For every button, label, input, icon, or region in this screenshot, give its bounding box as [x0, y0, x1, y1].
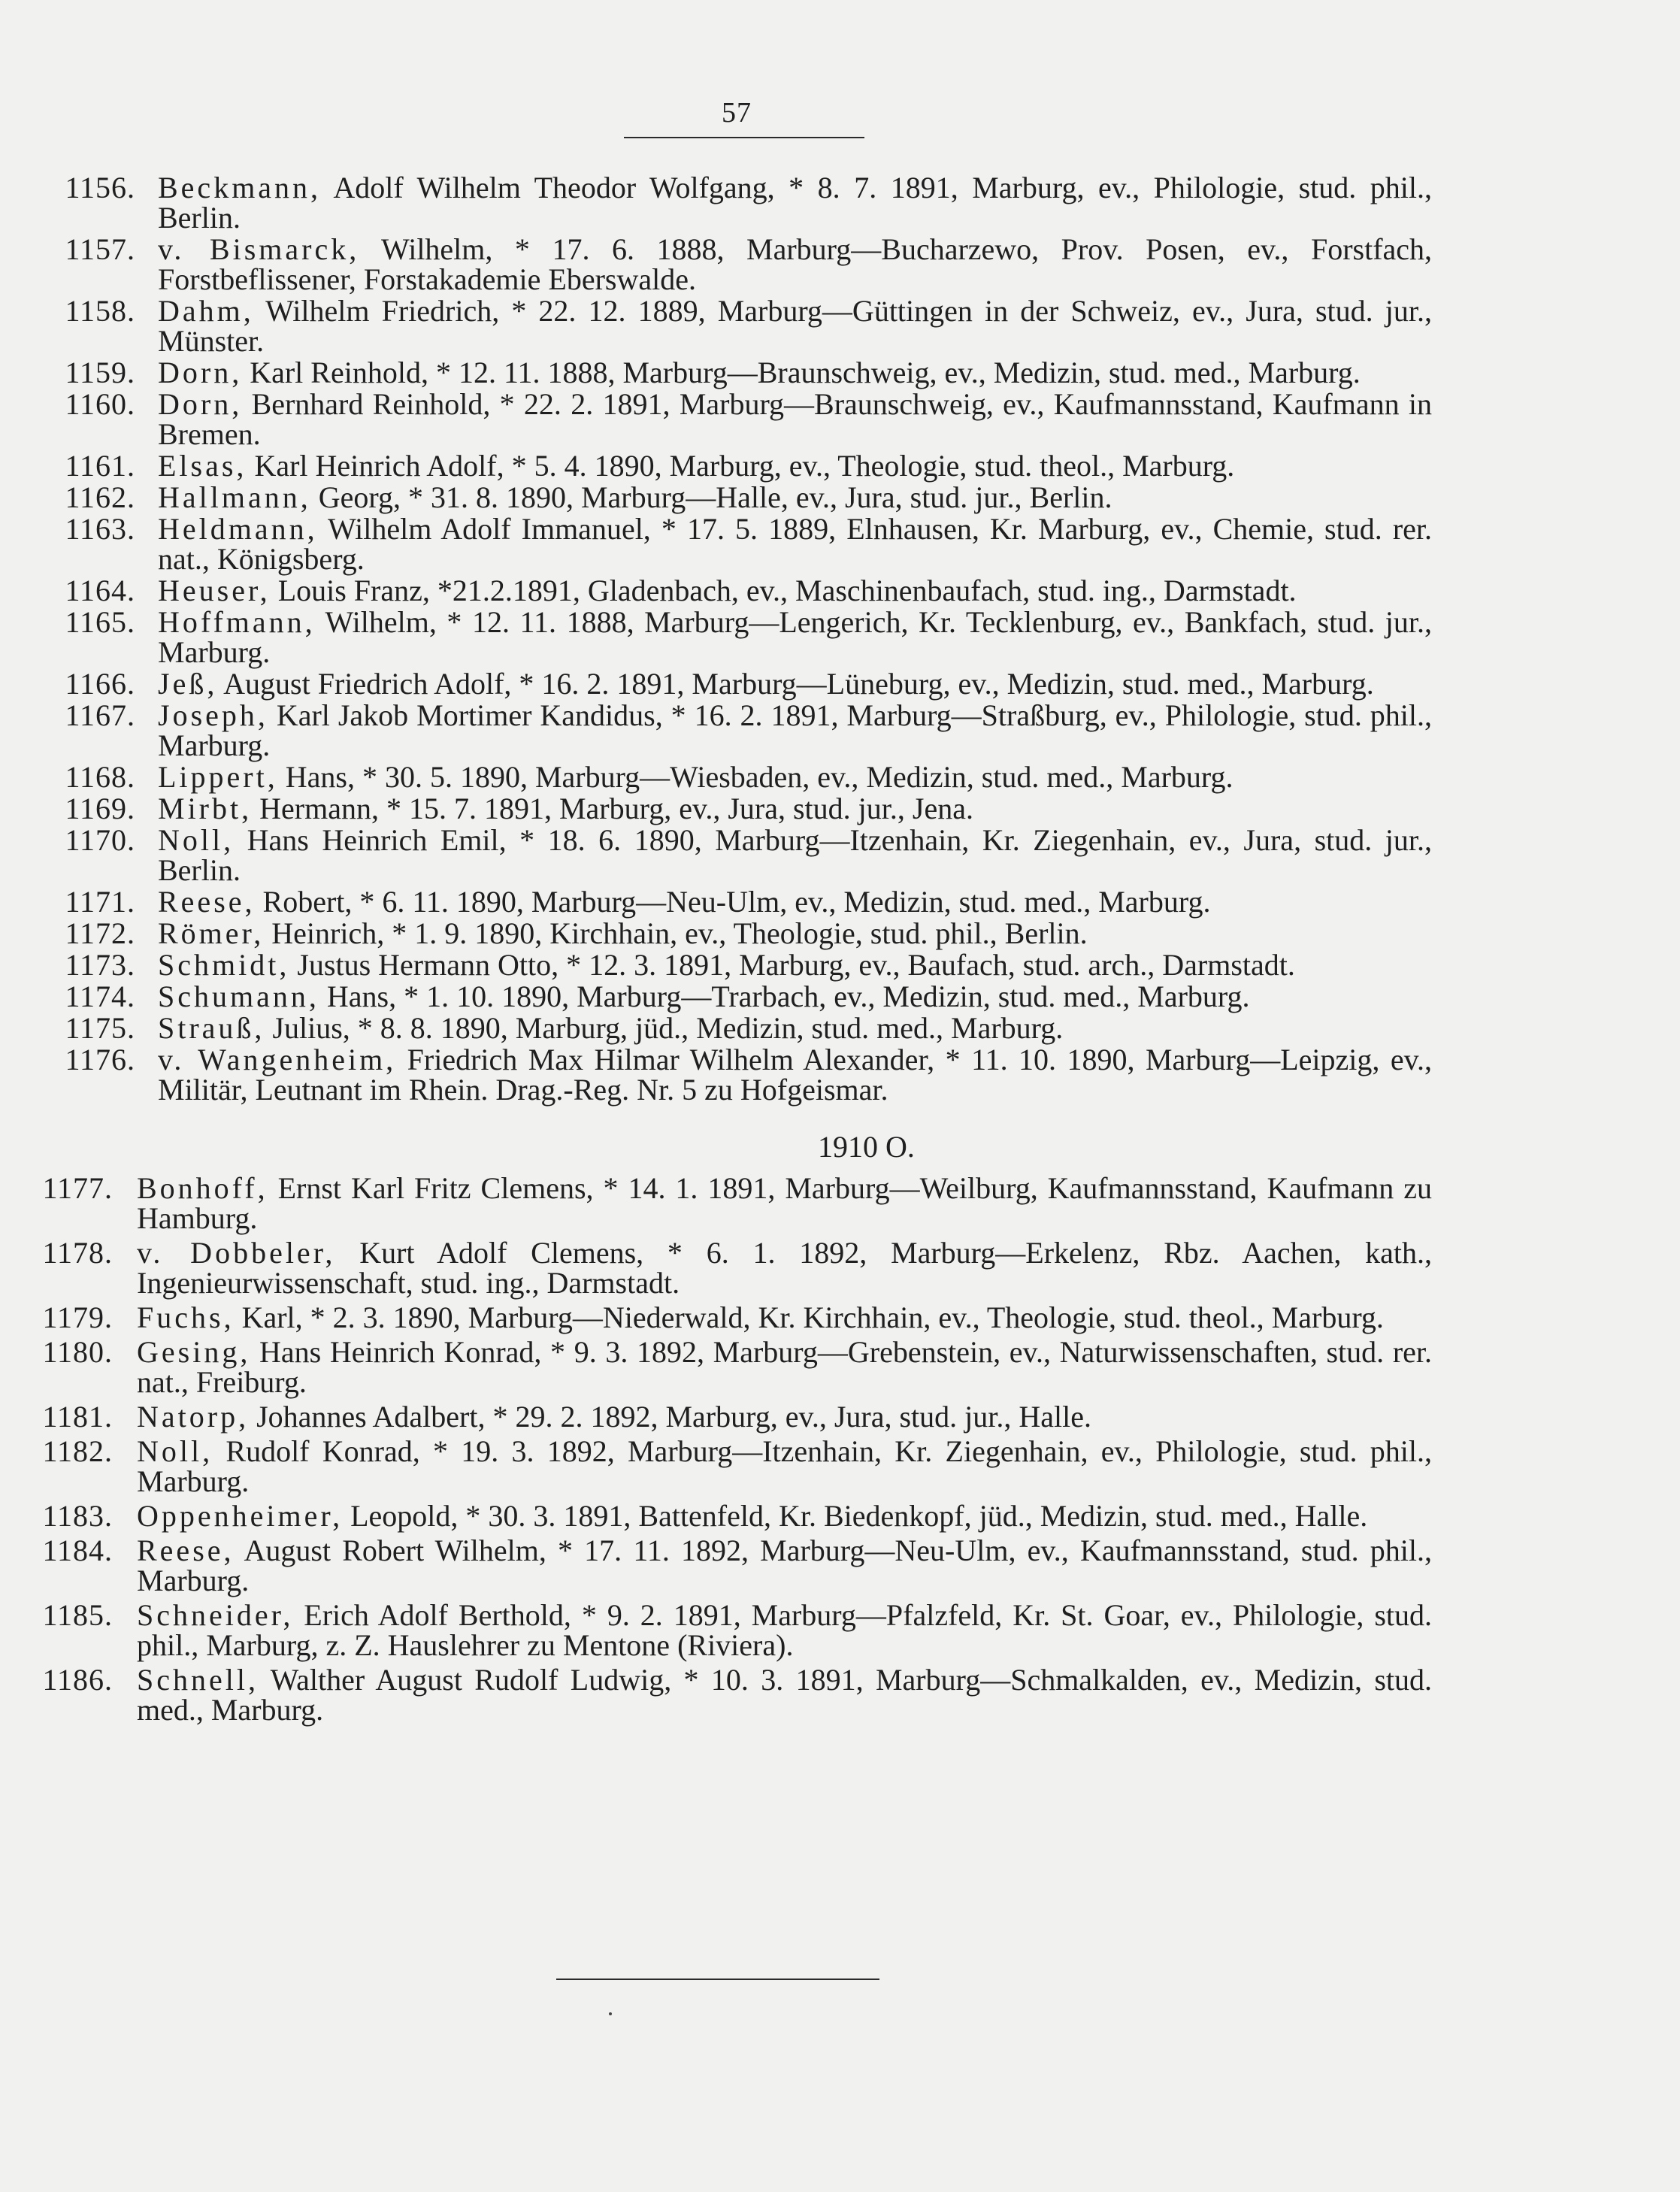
entry-number: 1169.	[65, 792, 135, 825]
entry-surname: Joseph,	[158, 698, 268, 732]
entry-number: 1165.	[65, 605, 135, 639]
entry-details: Ernst Karl Fritz Clemens, * 14. 1. 1891, Marburg—Weilburg, Kaufmannsstand, Kaufmann zu Hamburg.	[137, 1171, 1433, 1235]
register-entry	[0, 232, 1680, 296]
entry-number: 1167.	[65, 698, 135, 732]
entry-text	[158, 698, 1432, 762]
entry-surname: Heldmann,	[158, 512, 318, 546]
entry-details: Bernhard Reinhold, * 22. 2. 1891, Marburg—Braunschweig, ev., Kaufmannsstand, Kaufmann in Bremen.	[158, 387, 1433, 451]
entry-surname: Lippert,	[158, 760, 278, 794]
entry-text	[137, 1665, 1432, 1725]
entry-text	[137, 1173, 1432, 1234]
entry-number: 1175.	[65, 1011, 135, 1045]
entry-text	[158, 1045, 1432, 1105]
entry-details: Hans, * 30. 5. 1890, Marburg—Wiesbaden, ev., Medizin, stud. med., Marburg.	[285, 760, 1234, 794]
entry-surname: Heuser,	[158, 574, 271, 607]
entry-surname: Schnell,	[137, 1663, 259, 1697]
entry-surname: Dorn,	[158, 387, 243, 421]
entry-number: 1160.	[65, 387, 135, 421]
entry-text	[158, 916, 1432, 950]
entry-number: 1157.	[65, 232, 135, 266]
entry-text	[137, 1600, 1432, 1661]
entry-surname: Hoffmann,	[158, 605, 316, 639]
entry-details: Rudolf Konrad, * 19. 3. 1892, Marburg—Itzenhain, Kr. Ziegenhain, ev., Philologie, stud. phil., Marburg.	[137, 1434, 1433, 1498]
entry-surname: v. Wangenheim,	[158, 1043, 397, 1076]
entry-surname: Römer,	[158, 916, 265, 950]
entry-details: Wilhelm, * 17. 6. 1888, Marburg—Bucharzewo, Prov. Posen, ev., Forstfach, Forstbeflissener, Forstakademie Eberswalde.	[158, 232, 1433, 296]
entry-details: Hans Heinrich Konrad, * 9. 3. 1892, Marburg—Grebenstein, ev., Naturwissenschaften, stud. rer. nat., Freiburg.	[137, 1335, 1433, 1399]
entry-number: 1183.	[42, 1499, 113, 1533]
register-entry	[0, 669, 1680, 699]
entry-number: 1171.	[65, 885, 135, 919]
entry-text	[158, 1013, 1432, 1043]
register-entry	[0, 1173, 1680, 1234]
register-entry	[0, 1501, 1680, 1531]
register-entry	[0, 358, 1680, 388]
entry-details: Justus Hermann Otto, * 12. 3. 1891, Marburg, ev., Baufach, stud. arch., Darmstadt.	[297, 948, 1295, 982]
entry-details: August Friedrich Adolf, * 16. 2. 1891, Marburg—Lüneburg, ev., Medizin, stud. med., Marburg.	[223, 667, 1374, 701]
register-entry	[0, 794, 1680, 824]
entry-number: 1172.	[65, 916, 135, 950]
entry-number: 1184.	[42, 1533, 113, 1567]
register-entry	[0, 825, 1680, 886]
register-entry	[0, 480, 1680, 514]
register-entry	[0, 950, 1680, 980]
entry-details: Wilhelm, * 12. 11. 1888, Marburg—Lengerich, Kr. Tecklenburg, ev., Bankfach, stud. jur., Marburg.	[158, 605, 1432, 669]
entry-surname: Jeß,	[158, 667, 218, 701]
register-entry	[0, 698, 1680, 762]
entry-text	[158, 451, 1432, 481]
entry-text	[158, 296, 1432, 356]
entry-surname: Strauß,	[158, 1011, 265, 1045]
entries	[0, 173, 1680, 1730]
entry-surname: Natorp,	[137, 1400, 250, 1434]
entry-number: 1162.	[65, 480, 135, 514]
entry-number: 1186.	[42, 1663, 113, 1697]
entry-text	[137, 1402, 1432, 1432]
entry-details: Johannes Adalbert, * 29. 2. 1892, Marburg, ev., Jura, stud. jur., Halle.	[256, 1400, 1092, 1434]
entry-surname: Dahm,	[158, 294, 254, 328]
register-entry	[0, 607, 1680, 668]
entry-details: Kurt Adolf Clemens, * 6. 1. 1892, Marburg—Erkelenz, Rbz. Aachen, kath., Ingenieurwissenschaft, stud. ing., Darmstadt.	[137, 1236, 1432, 1300]
entry-details: Hermann, * 15. 7. 1891, Marburg, ev., Jura, stud. jur., Jena.	[259, 792, 973, 825]
entry-number: 1156.	[65, 171, 135, 204]
entry-details: Wilhelm Adolf Immanuel, * 17. 5. 1889, Elnhausen, Kr. Marburg, ev., Chemie, stud. rer. nat., Königsberg.	[158, 512, 1433, 576]
entry-details: Erich Adolf Berthold, * 9. 2. 1891, Marburg—Pfalzfeld, Kr. St. Goar, ev., Philologie, stud. phil., Marburg, z. Z. Hauslehrer zu Mentone (Riviera).	[137, 1598, 1432, 1662]
entry-text	[158, 480, 1432, 514]
entry-text	[158, 576, 1432, 606]
register-entry	[0, 1238, 1680, 1298]
entry-number: 1159.	[65, 356, 135, 389]
entry-text	[137, 1238, 1432, 1298]
entry-text	[137, 1300, 1432, 1334]
entry-surname: v. Bismarck,	[158, 232, 360, 266]
entry-number: 1180.	[42, 1335, 113, 1369]
register-entry	[0, 173, 1680, 233]
entry-surname: Schumann,	[158, 979, 319, 1013]
bottom-rule	[556, 1979, 879, 1980]
entry-text	[158, 389, 1432, 450]
entry-text	[137, 1533, 1432, 1597]
register-entry	[0, 1013, 1680, 1043]
entry-number: 1179.	[42, 1300, 113, 1334]
entry-number: 1166.	[65, 667, 135, 701]
register-entry	[0, 514, 1680, 574]
entry-group-second	[0, 1173, 1680, 1725]
section-heading: 1910 O.	[818, 1130, 915, 1164]
entry-surname: Bonhoff,	[137, 1171, 268, 1205]
entry-surname: Dorn,	[158, 356, 243, 389]
entry-details: Friedrich Max Hilmar Wilhelm Alexander, * 11. 10. 1890, Marburg—Leipzig, ev., Militär, Leutnant im Rhein. Drag.-Reg. Nr. 5 zu Hofgeismar.	[158, 1043, 1433, 1107]
register-entry	[0, 1434, 1680, 1498]
top-rule	[624, 137, 864, 138]
entry-text	[158, 607, 1432, 668]
entry-details: Hans, * 1. 10. 1890, Marburg—Trarbach, ev., Medizin, stud. med., Marburg.	[326, 979, 1250, 1013]
register-entry	[0, 451, 1680, 481]
entry-number: 1174.	[65, 979, 135, 1013]
entry-details: Walther August Rudolf Ludwig, * 10. 3. 1891, Marburg—Schmalkalden, ev., Medizin, stud. med., Marburg.	[137, 1663, 1432, 1727]
print-speck	[609, 2012, 612, 2015]
entry-number: 1176.	[65, 1043, 135, 1076]
entry-details: Wilhelm Friedrich, * 22. 12. 1889, Marburg—Güttingen in der Schweiz, ev., Jura, stud. jur., Münster.	[158, 294, 1432, 358]
entry-details: August Robert Wilhelm, * 17. 11. 1892, Marburg—Neu-Ulm, ev., Kaufmannsstand, stud. phil., Marburg.	[137, 1533, 1432, 1597]
entry-text	[158, 514, 1432, 574]
entry-text	[158, 950, 1432, 980]
page-number: 57	[722, 97, 752, 129]
entry-text	[137, 1501, 1432, 1531]
register-entry	[0, 296, 1680, 356]
entry-text	[158, 979, 1432, 1013]
entry-number: 1182.	[42, 1434, 113, 1468]
entry-number: 1170.	[65, 823, 135, 857]
entry-surname: Schneider,	[137, 1598, 294, 1632]
entry-text	[158, 173, 1432, 233]
entry-details: Heinrich, * 1. 9. 1890, Kirchhain, ev., Theologie, stud. phil., Berlin.	[271, 916, 1088, 950]
entry-text	[158, 669, 1432, 699]
entry-number: 1185.	[42, 1598, 113, 1632]
register-entry	[0, 1665, 1680, 1725]
entry-details: Julius, * 8. 8. 1890, Marburg, jüd., Medizin, stud. med., Marburg.	[272, 1011, 1064, 1045]
register-entry	[0, 916, 1680, 950]
register-entry	[0, 979, 1680, 1013]
entry-details: Louis Franz, *21.2.1891, Gladenbach, ev., Maschinenbaufach, stud. ing., Darmstadt.	[277, 574, 1297, 607]
register-entry	[0, 1300, 1680, 1334]
entry-text	[158, 825, 1432, 886]
entry-number: 1168.	[65, 760, 135, 794]
entry-details: Karl Jakob Mortimer Kandidus, * 16. 2. 1891, Marburg—Straßburg, ev., Philologie, stud. phil., Marburg.	[158, 698, 1432, 762]
entry-number: 1173.	[65, 948, 135, 982]
entry-details: Hans Heinrich Emil, * 18. 6. 1890, Marburg—Itzenhain, Kr. Ziegenhain, ev., Jura, stud. jur., Berlin.	[158, 823, 1433, 887]
entry-surname: Noll,	[158, 823, 235, 857]
entry-details: Karl, * 2. 3. 1890, Marburg—Niederwald, Kr. Kirchhain, ev., Theologie, stud. theol., Marburg.	[241, 1300, 1384, 1334]
entry-surname: Mirbt,	[158, 792, 253, 825]
entry-text	[158, 762, 1432, 792]
entry-surname: v. Dobbeler,	[137, 1236, 336, 1270]
entry-number: 1178.	[42, 1236, 113, 1270]
entry-details: Georg, * 31. 8. 1890, Marburg—Halle, ev., Jura, stud. jur., Berlin.	[318, 480, 1112, 514]
entry-surname: Fuchs,	[137, 1300, 235, 1334]
entry-number: 1161.	[65, 449, 135, 483]
register-entry	[0, 1337, 1680, 1397]
entry-number: 1158.	[65, 294, 135, 328]
entry-surname: Reese,	[158, 885, 256, 919]
register-entry	[0, 1045, 1680, 1105]
entry-details: Adolf Wilhelm Theodor Wolfgang, * 8. 7. 1891, Marburg, ev., Philologie, stud. phil., Berlin.	[158, 171, 1433, 235]
entry-surname: Gesing,	[137, 1335, 251, 1369]
register-entry	[0, 1533, 1680, 1597]
entry-group-first	[0, 173, 1680, 1105]
entry-text	[158, 358, 1432, 388]
entry-surname: Oppenheimer,	[137, 1499, 344, 1533]
entry-details: Leopold, * 30. 3. 1891, Battenfeld, Kr. Biedenkopf, jüd., Medizin, stud. med., Halle.	[350, 1499, 1368, 1533]
entry-text	[137, 1337, 1432, 1397]
register-entry	[0, 576, 1680, 606]
entry-number: 1164.	[65, 574, 135, 607]
register-entry	[0, 762, 1680, 792]
entry-text	[158, 794, 1432, 824]
register-entry	[0, 887, 1680, 917]
entry-number: 1181.	[42, 1400, 113, 1434]
entry-surname: Beckmann,	[158, 171, 322, 204]
register-entry	[0, 389, 1680, 450]
entry-details: Robert, * 6. 11. 1890, Marburg—Neu-Ulm, ev., Medizin, stud. med., Marburg.	[262, 885, 1211, 919]
entry-text	[137, 1434, 1433, 1498]
entry-text	[158, 232, 1433, 296]
entry-text	[158, 887, 1432, 917]
register-entry	[0, 1402, 1680, 1432]
entry-surname: Noll,	[137, 1434, 213, 1468]
entry-number: 1177.	[42, 1171, 113, 1205]
entry-details: Karl Heinrich Adolf, * 5. 4. 1890, Marburg, ev., Theologie, stud. theol., Marburg.	[254, 449, 1235, 483]
entry-number: 1163.	[65, 512, 135, 546]
register-entry	[0, 1600, 1680, 1661]
entry-surname: Reese,	[137, 1533, 235, 1567]
entry-surname: Hallmann,	[158, 480, 311, 514]
entry-surname: Elsas,	[158, 449, 247, 483]
entry-details: Karl Reinhold, * 12. 11. 1888, Marburg—Braunschweig, ev., Medizin, stud. med., Marburg.	[250, 356, 1361, 389]
entry-surname: Schmidt,	[158, 948, 290, 982]
